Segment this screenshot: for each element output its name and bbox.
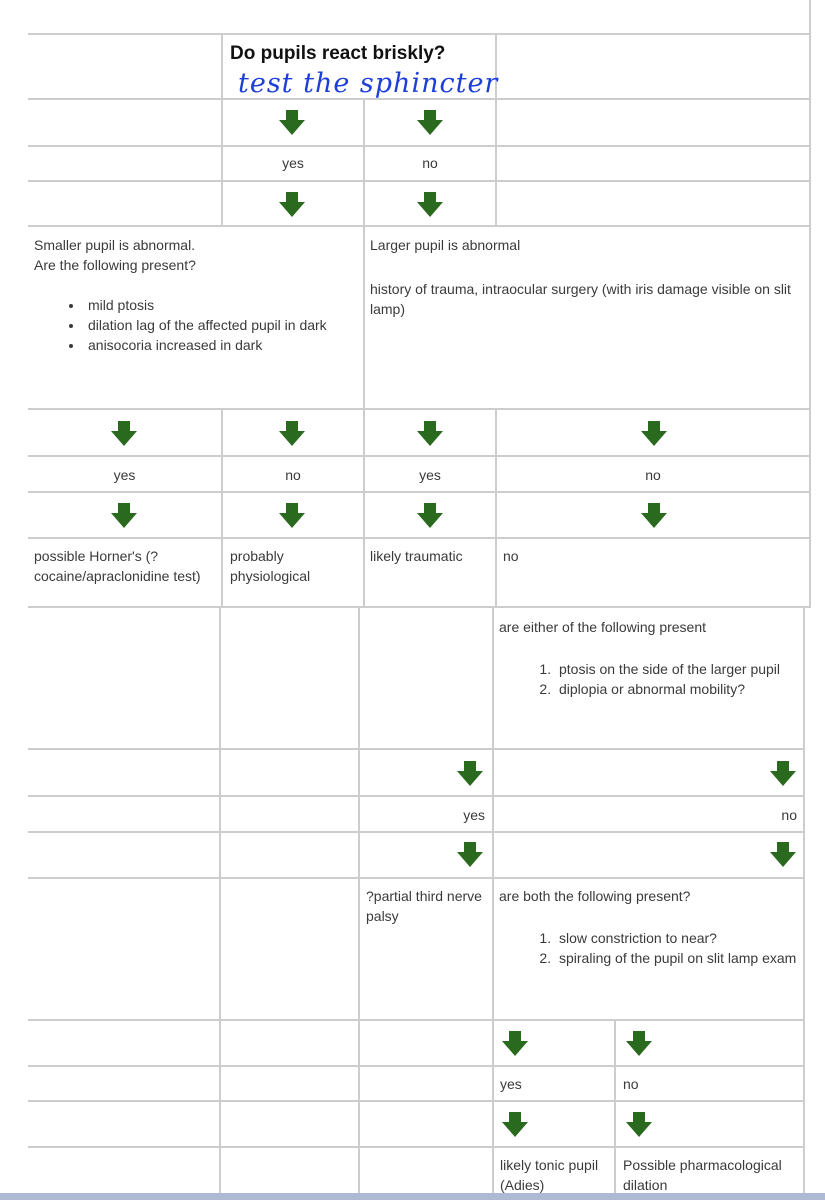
smaller-pupil-list [34, 295, 354, 355]
down-arrow-icon [640, 419, 668, 447]
down-arrow-icon [456, 840, 484, 868]
down-arrow-icon [640, 501, 668, 529]
no-label: no [623, 1076, 639, 1092]
third-nerve-palsy: ?partial third nerve palsy [366, 888, 482, 924]
down-arrow-icon [110, 419, 138, 447]
down-arrow-icon [625, 1110, 653, 1138]
yes-label: yes [419, 467, 441, 483]
larger-pupil-cell [370, 235, 800, 319]
yes-label: yes [113, 467, 136, 483]
list-item: 2. spiraling of the pupil on slit lamp exam [555, 948, 799, 968]
outcome-horners: possible Horner's (?cocaine/apraclonidine test) [34, 548, 201, 584]
both-present-title: are both the following present? [499, 888, 691, 904]
yes-label: yes [463, 807, 485, 823]
either-present-title: are either of the following present [499, 619, 707, 635]
down-arrow-icon [456, 759, 484, 787]
down-arrow-icon [416, 108, 444, 136]
list-item: • dilation lag of the affected pupil in dark [84, 315, 354, 335]
smaller-pupil-cell [34, 235, 354, 355]
no-label: no [422, 155, 438, 171]
both-present-list [499, 928, 799, 968]
smaller-pupil-question: Are the following present? [34, 257, 196, 273]
yes-label: yes [500, 1076, 522, 1092]
question-heading: Do pupils react briskly? [230, 43, 446, 64]
either-present-list [499, 659, 799, 699]
down-arrow-icon [769, 840, 797, 868]
list-item: 1. slow constriction to near? [555, 928, 799, 948]
down-arrow-icon [278, 108, 306, 136]
larger-pupil-title: Larger pupil is abnormal [370, 237, 521, 253]
list-item: 1. ptosis on the side of the larger pupil [555, 659, 799, 679]
outcome-pharmacological: Possible pharmacological dilation [623, 1157, 782, 1193]
down-arrow-icon [278, 190, 306, 218]
outcome-tonic-pupil: likely tonic pupil (Adies) [500, 1157, 599, 1193]
no-label: no [645, 467, 661, 483]
list-item: 2. diplopia or abnormal mobility? [555, 679, 799, 699]
larger-pupil-history: history of trauma, intraocular surgery (with iris damage visible on slit lamp) [370, 281, 791, 317]
handwritten-note: test the sphincter [238, 68, 499, 99]
down-arrow-icon [278, 501, 306, 529]
down-arrow-icon [625, 1029, 653, 1057]
yes-label: yes [282, 155, 304, 171]
no-label: no [285, 467, 301, 483]
down-arrow-icon [416, 419, 444, 447]
cut-off-top-text [100, 0, 160, 2]
outcome-traumatic: likely traumatic [370, 548, 463, 564]
down-arrow-icon [501, 1029, 529, 1057]
either-present-cell [499, 617, 799, 699]
outcome-no: no [503, 548, 519, 564]
down-arrow-icon [110, 501, 138, 529]
down-arrow-icon [416, 501, 444, 529]
down-arrow-icon [278, 419, 306, 447]
list-item: • anisocoria increased in dark [84, 335, 354, 355]
down-arrow-icon [501, 1110, 529, 1138]
down-arrow-icon [769, 759, 797, 787]
both-present-cell [499, 886, 799, 968]
down-arrow-icon [416, 190, 444, 218]
window-bottom-edge [0, 1193, 825, 1200]
no-label: no [781, 807, 797, 823]
outcome-physiological: probably physiological [230, 548, 311, 584]
list-item: • mild ptosis [84, 295, 354, 315]
smaller-pupil-title: Smaller pupil is abnormal. [34, 237, 196, 253]
